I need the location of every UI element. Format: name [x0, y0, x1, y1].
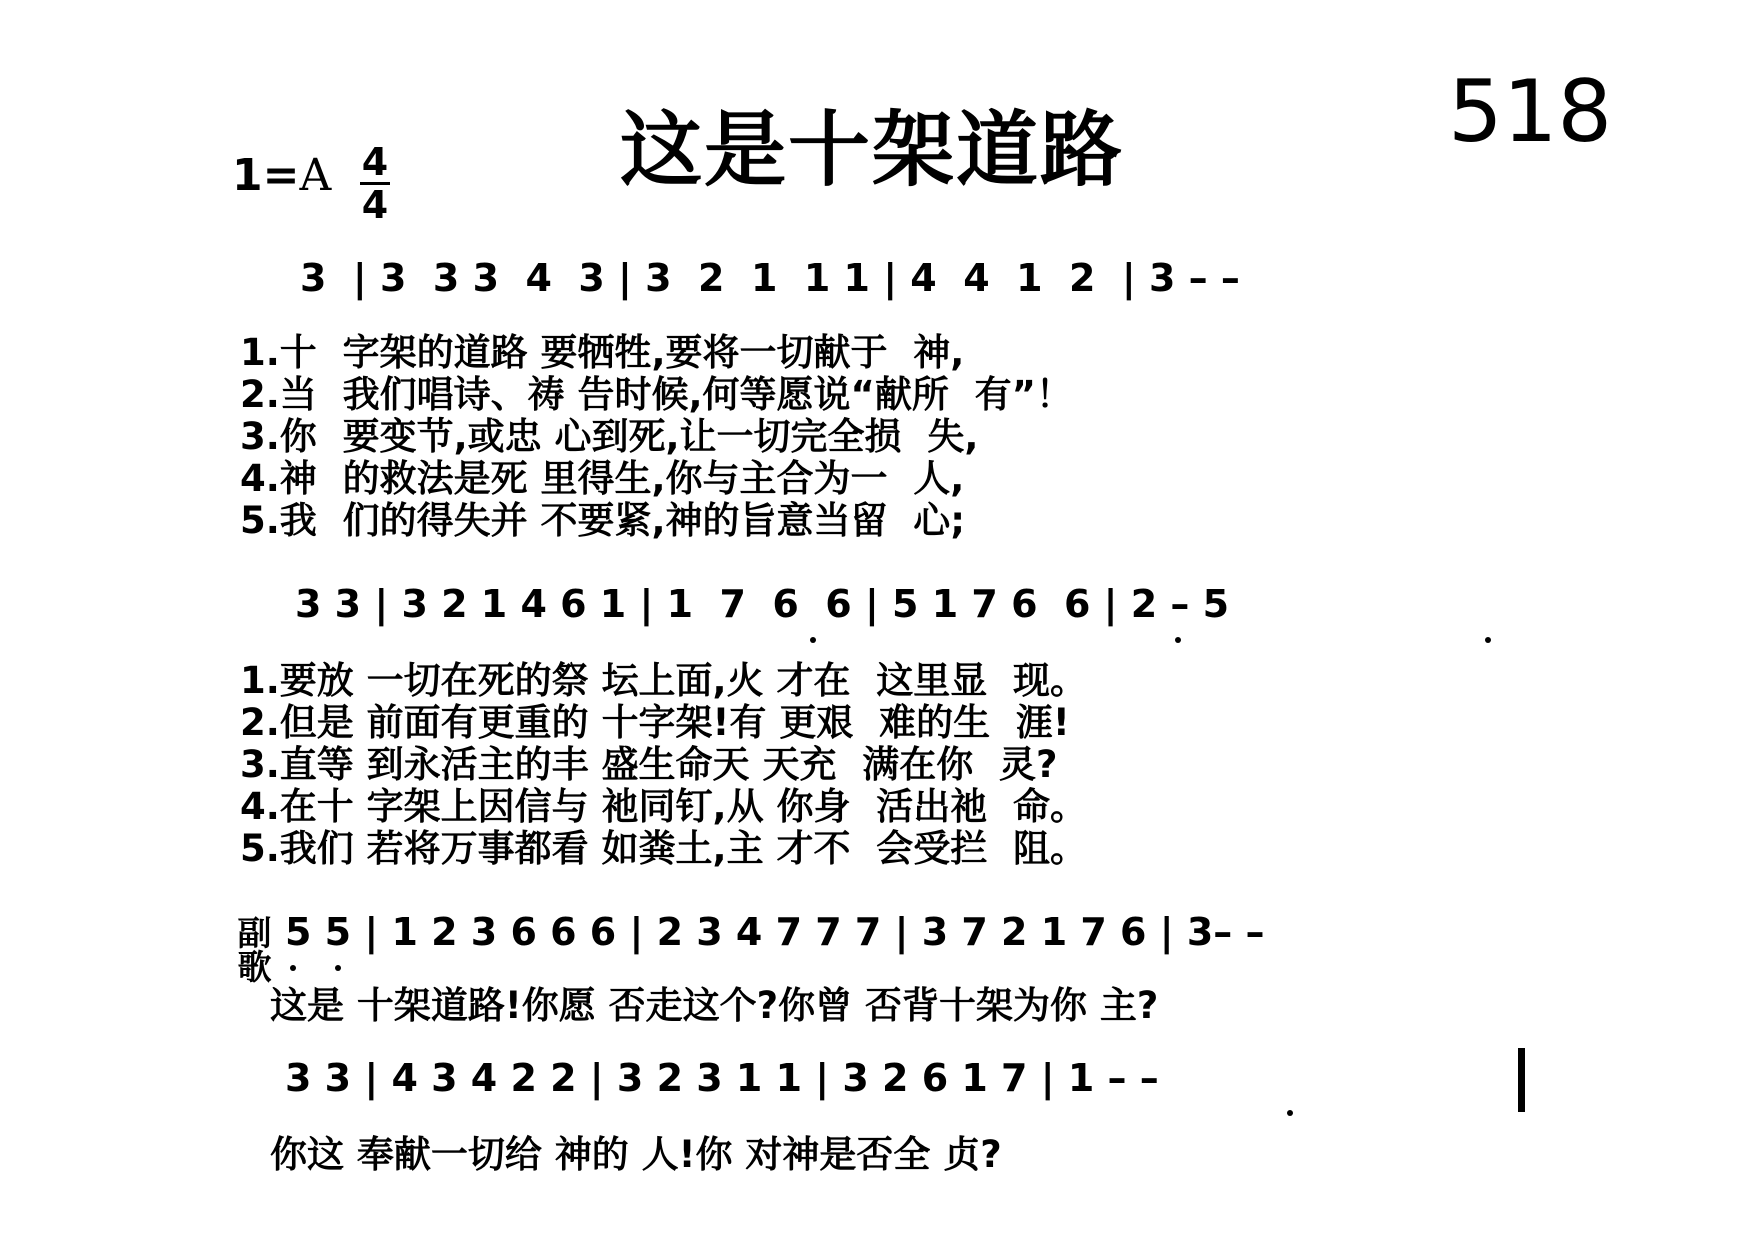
key-prefix: 1=	[232, 150, 300, 201]
system-2-verse-4: 4.在十 字架上因信与 祂同钉,从 你身 活出祂 命。	[240, 785, 1088, 828]
system-1-verse-1: 1.十 字架的道路 要牺牲,要将一切献于 神,	[240, 331, 965, 374]
refrain-label: 副歌	[231, 915, 271, 983]
system-1-verse-3: 3.你 要变节,或忠 心到死,让一切完全损 失,	[240, 415, 979, 458]
system-1-notes: 3 | 3 3 3 4 3 | 3 2 1 1 1 | 4 4 1 2 | 3 – –	[300, 256, 1240, 300]
hymn-title: 这是十架道路	[620, 103, 1125, 198]
key-letter: A	[299, 150, 332, 201]
system-2-verse-3: 3.直等 到永活主的丰 盛生命天 天充 满在你 灵?	[240, 743, 1058, 786]
system-4-lyrics: 你这 奉献一切给 神的 人!你 对神是否全 贞?	[270, 1133, 1002, 1176]
system-4-notes: 3 3 | 4 3 4 2 2 | 3 2 3 1 1 | 3 2 6 1 7 | 1 – –	[285, 1056, 1159, 1100]
system-2-notes: 3 3 | 3 2 1 4 6 1 | 1 7 6 6 | 5 1 7 6 6 | 2 – 5	[295, 582, 1230, 626]
low-octave-dot	[810, 637, 816, 643]
low-octave-dot	[1485, 637, 1491, 643]
low-octave-dot	[1175, 637, 1181, 643]
system-1-verse-5: 5.我 们的得失并 不要紧,神的旨意当留 心;	[240, 499, 966, 542]
time-top: 4	[361, 140, 389, 184]
hymn-number: 518	[1448, 62, 1613, 162]
low-octave-dot	[335, 965, 341, 971]
system-2-verse-1: 1.要放 一切在死的祭 坛上面,火 才在 这里显 现。	[240, 659, 1088, 702]
time-signature	[360, 142, 390, 225]
system-3-lyrics: 这是 十架道路!你愿 否走这个?你曾 否背十架为你 主?	[270, 984, 1159, 1027]
system-3-notes: 5 5 | 1 2 3 6 6 6 | 2 3 4 7 7 7 | 3 7 2 1 7 6 | 3– –	[285, 910, 1265, 954]
low-octave-dot	[1287, 1110, 1293, 1116]
low-octave-dot	[290, 965, 296, 971]
system-2-verse-2: 2.但是 前面有更重的 十字架!有 更艰 难的生 涯!	[240, 701, 1070, 744]
final-barline	[1518, 1048, 1525, 1112]
key-signature	[232, 150, 331, 201]
time-bottom: 4	[361, 183, 389, 227]
system-1-verse-2: 2.当 我们唱诗、祷 告时候,何等愿说“献所 有”！	[240, 373, 1073, 416]
system-2-verse-5: 5.我们 若将万事都看 如粪土,主 才不 会受拦 阻。	[240, 827, 1088, 870]
system-1-verse-4: 4.神 的救法是死 里得生,你与主合为一 人,	[240, 457, 965, 500]
